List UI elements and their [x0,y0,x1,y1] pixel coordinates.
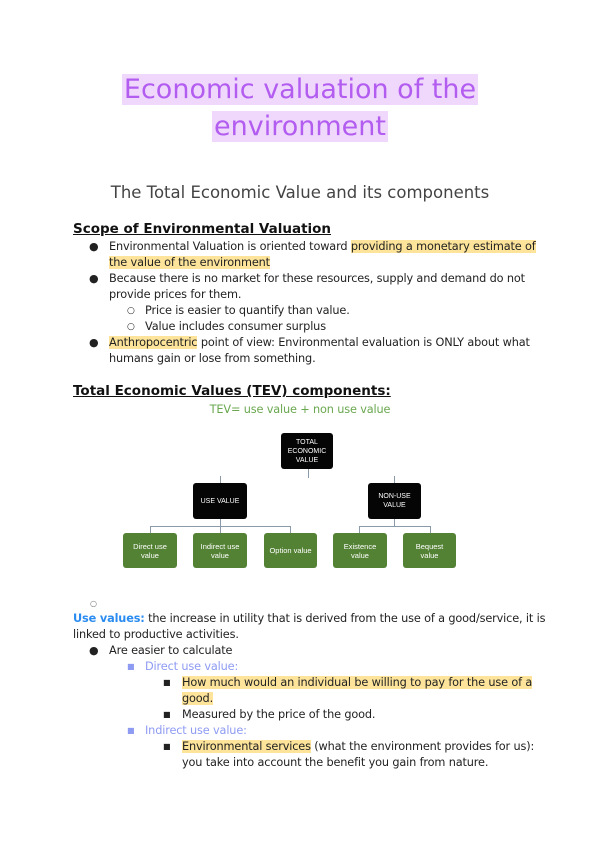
t: value [420,550,439,560]
connector [394,519,395,526]
connector [394,476,395,483]
t: Direct use [133,541,167,551]
node-use-value: USE VALUE [193,483,247,519]
node-total-economic-value [281,433,333,469]
text: point of view: Environmental evaluation is ONLY about what [197,336,530,349]
highlight: good. [182,692,214,705]
scope-bullet-2-cont: provide prices for them. [109,288,242,301]
highlight: providing a monetary estimate of [350,240,536,253]
highlight: Anthropocentric [109,336,198,349]
tev-formula: TEV= use value + non use value [209,403,391,416]
node-existence-value [333,533,387,568]
scope-bullet-1 [109,239,536,255]
text: the increase in utility that is derived from the use of a good/service, it is [144,612,546,625]
node-option-value: Option value [264,533,317,568]
bullet-icon: ● [89,240,99,253]
connector [308,469,309,478]
square-bullet-icon: ■ [127,726,135,735]
bullet-icon: ● [89,272,99,285]
connector [359,526,360,533]
indirect-use-label: Indirect use value: [145,724,247,737]
t: Existence [343,541,377,551]
node-indirect-use-value [193,533,247,568]
direct-item-2: Measured by the price of the good. [182,708,376,721]
empty-circle-bullet-icon: ○ [90,599,97,608]
connector [359,526,430,527]
square-bullet-icon: ■ [163,710,171,719]
node-bequest-value [403,533,456,568]
square-bullet-icon: ■ [127,662,135,671]
circle-bullet-icon: ○ [127,322,135,332]
tev-heading: Total Economic Values (TEV) components: [73,383,391,399]
text: (what the environment provides for us): [310,740,535,753]
direct-use-label: Direct use value: [145,660,239,673]
scope-bullet-1-cont [109,255,270,271]
t: NON-USE [378,493,411,500]
node-direct-use-value [123,533,177,568]
title-text: Economic valuation of the [123,74,477,105]
t: Indirect use [200,541,240,551]
square-bullet-icon: ■ [163,742,171,751]
highlight: the value of the environment [109,256,270,269]
title-text: environment [214,111,386,142]
t: value [211,550,229,560]
text: Environmental Valuation is oriented toward [109,240,351,253]
bullet-icon: ● [89,336,99,349]
bullet-icon: ● [89,644,99,657]
highlight: How much would an individual be willing to pay for the use of a [182,676,533,689]
doc-title-line1 [0,72,600,108]
t: value [351,550,369,560]
t: VALUE [383,502,406,509]
use-values-line1 [73,611,545,627]
direct-item-1 [182,675,532,691]
scope-heading: Scope of Environmental Valuation [73,221,332,237]
t: VALUE [295,456,319,464]
connector [150,526,151,533]
scope-bullet-3-cont: humans gain or lose from something. [109,352,316,365]
circle-bullet-icon: ○ [127,306,135,316]
highlight: Environmental services [182,740,311,753]
indirect-item-1 [182,739,534,755]
doc-title-line2 [0,109,600,145]
direct-item-1-cont [182,691,213,707]
subtitle: The Total Economic Value and its components [110,183,490,202]
scope-sub-1: Price is easier to quantify than value. [145,304,350,317]
connector [220,476,221,483]
t: ECONOMIC [287,447,327,455]
t: value [141,550,159,560]
square-bullet-icon: ■ [163,678,171,687]
term: Use values: [73,612,145,625]
t: TOTAL [296,438,318,446]
connector [430,526,431,533]
use-bullet-1: Are easier to calculate [109,644,233,657]
indirect-item-1-cont: you take into account the benefit you gain from nature. [182,756,489,769]
scope-bullet-2: Because there is no market for these resources, supply and demand do not [109,272,525,285]
scope-bullet-3 [109,335,530,351]
node-non-use-value [368,483,421,519]
scope-sub-2: Value includes consumer surplus [145,320,326,333]
use-values-line2: linked to productive activities. [73,628,239,641]
t: Bequest [415,541,444,551]
connector [290,526,291,533]
connector [220,519,221,533]
